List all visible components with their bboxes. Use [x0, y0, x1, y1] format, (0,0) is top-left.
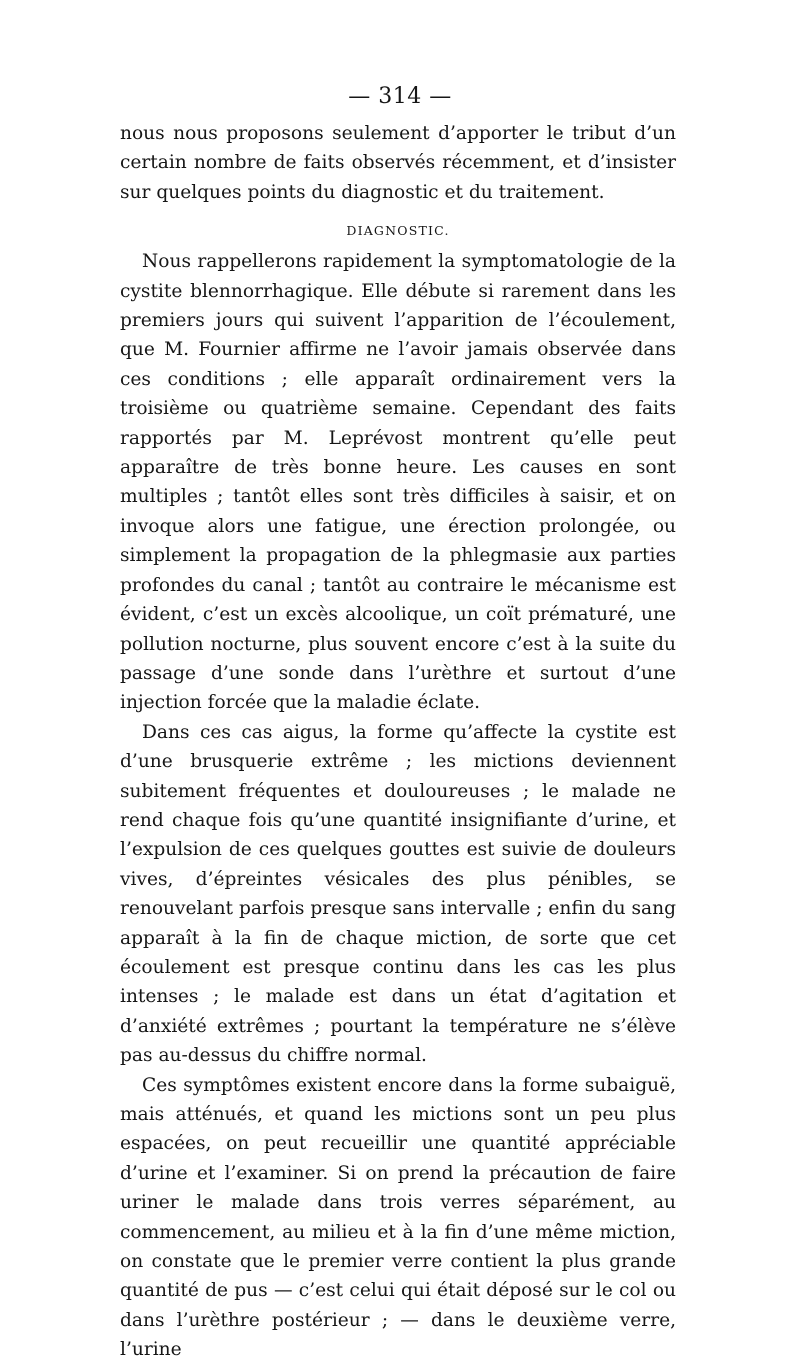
intro-paragraph: nous nous proposons seulement d’apporter le tribut d’un certain nombre de faits observés récemment, et d’insister sur quelques points du diagnostic et du traitement. [120, 123, 676, 203]
paragraph-subacute-form: Ces symptômes existent encore dans la forme subaiguë, mais atténués, et quand les mictions sont un peu plus espacées, on peut recueillir une quantité appréciable d’urine et l’examiner. Si on prend la précaution de faire uriner le malade dans trois verres séparément, au commencement, au milieu et à la fin d’une même miction, on constate que le premier verre contient la plus grande quantité de pus — c’est celui qui était déposé sur le col ou dans l’urèthre postérieur ; — dans le deuxième verre, l’urine [120, 1074, 676, 1361]
paragraph-acute-cases: Dans ces cas aigus, la forme qu’affecte la cystite est d’une brusquerie extrême ; les mictions deviennent subitement fréquentes et douloureuses ; le malade ne rend chaque fois qu’une quantité insignifiante d’urine, et l’expulsion de ces quelques gouttes est suivie de douleurs vives, d’épreintes vésicales des plus pénibles, se renouvelant parfois presque sans intervalle ; enfin du sang apparaît à la fin de chaque miction, de sorte que cet écoulement est presque continu dans les cas les plus intenses ; le malade est dans un état d’agitation et d’anxiété extrêmes ; pourtant la température ne s’élève pas au-dessus du chiffre normal. [120, 721, 676, 1067]
page-body [120, 119, 676, 1365]
section-heading-diagnostic: DIAGNOSTIC. [346, 223, 450, 239]
page-number: — 314 — [348, 84, 452, 109]
paragraph-symptomatology: Nous rappellerons rapidement la symptomatologie de la cystite blennorrhagique. Elle débute si rarement dans les premiers jours qui suivent l’apparition de l’écoulement, que M. Fournier affirme ne l’avoir jamais observée dans ces conditions ; elle apparaît ordinairement vers la troisième ou quatrième semaine. Cependant des faits rapportés par M. Leprévost montrent qu’elle peut apparaître de très bonne heure. Les causes en sont multiples ; tantôt elles sont très difficiles à saisir, et on invoque alors une fatigue, une érection prolongée, ou simplement la propagation de la phlegmasie aux parties profondes du canal ; tantôt au contraire le mécanisme est évident, c’est un excès alcoolique, un coït prématuré, une pollution nocturne, plus souvent encore c’est à la suite du passage d’une sonde dans l’urèthre et surtout d’une injection forcée que la maladie éclate. [120, 251, 676, 714]
